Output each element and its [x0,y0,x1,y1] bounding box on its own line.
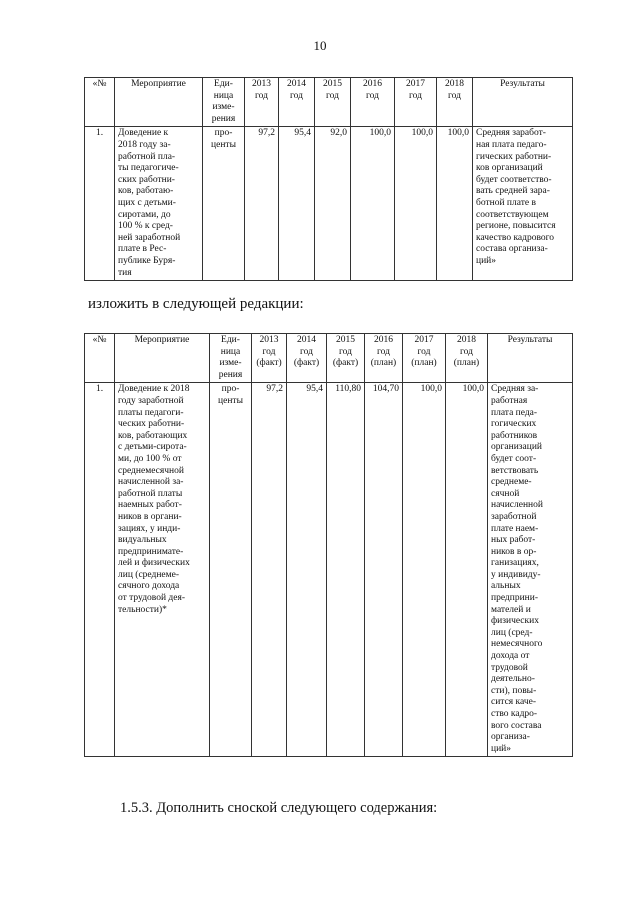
header-2018: 2018 год (план) [446,334,488,383]
original-table [84,77,573,281]
page-number: 10 [313,38,327,53]
header-2017: 2017 год [395,78,437,127]
row-2018: 100,0 [437,127,473,281]
header-2013: 2013 год (факт) [252,334,287,383]
header-number: «№ [85,78,115,127]
header-2016: 2016 год (план) [365,334,403,383]
row-event: Доведение к 2018 году за- работной пла- ты педагогиче- ских работни- ков, работаю- щих с детьми- сиротами, до 100 % к сред- ней заработной плате в Рес- публике Буря- тия [115,127,203,281]
table-row [85,127,573,281]
header-results: Результаты [473,78,573,127]
header-2017: 2017 год (план) [403,334,446,383]
row-2013: 97,2 [245,127,279,281]
row-2016: 104,70 [365,383,403,757]
header-2015: 2015 год (факт) [327,334,365,383]
header-2018: 2018 год [437,78,473,127]
row-event: Доведение к 2018 году заработной платы педагоги- ческих работни- ков, работающих с детьми-сирота- ми, до 100 % от среднемесячной начисленной за- работной платы наемных работ- ников в органи- зациях, у инди- видуальных предпринимате- лей и физических лиц (среднеме- сячного дохода от трудовой дея- тельности)* [115,383,210,757]
footnote-heading: 1.5.3. Дополнить сноской следующего содержания: [120,800,438,816]
row-number: 1. [85,383,115,757]
row-results: Средняя за- работная плата педа- гогических работников организаций будет соот- ветствовать среднеме- сячной начисленной заработной плате наем- ных работ- ников в ор- ганизациях, у индивиду- альных предприни- мателей и физических лиц (сред- немесячного дохода от трудовой деятельно- сти), повы- сится каче- ство кадро- вого состава организа- ций» [488,383,573,757]
row-2015: 92,0 [315,127,351,281]
row-unit: про- центы [203,127,245,281]
row-2014: 95,4 [279,127,315,281]
row-2018: 100,0 [446,383,488,757]
row-2013: 97,2 [252,383,287,757]
header-unit: Еди- ница изме- рения [203,78,245,127]
row-unit: про- центы [210,383,252,757]
header-number: «№ [85,334,115,383]
caption-new-edition: изложить в следующей редакции: [88,296,304,312]
header-event: Мероприятие [115,78,203,127]
row-2015: 110,80 [327,383,365,757]
row-2017: 100,0 [395,127,437,281]
header-event: Мероприятие [115,334,210,383]
header-2015: 2015 год [315,78,351,127]
row-results: Средняя заработ- ная плата педаго- гических работни- ков организаций будет соответство- вать средней зара- ботной плате в соответствующем регионе, повысится качество кадрового состава организа- ций» [473,127,573,281]
header-unit: Еди- ница изме- рения [210,334,252,383]
header-2014: 2014 год (факт) [287,334,327,383]
row-number: 1. [85,127,115,281]
header-2016: 2016 год [351,78,395,127]
new-edition-table [84,333,573,757]
row-2014: 95,4 [287,383,327,757]
table-header-row [85,78,573,127]
header-results: Результаты [488,334,573,383]
row-2016: 100,0 [351,127,395,281]
header-2014: 2014 год [279,78,315,127]
header-2013: 2013 год [245,78,279,127]
row-2017: 100,0 [403,383,446,757]
table-row [85,383,573,757]
table-header-row [85,334,573,383]
